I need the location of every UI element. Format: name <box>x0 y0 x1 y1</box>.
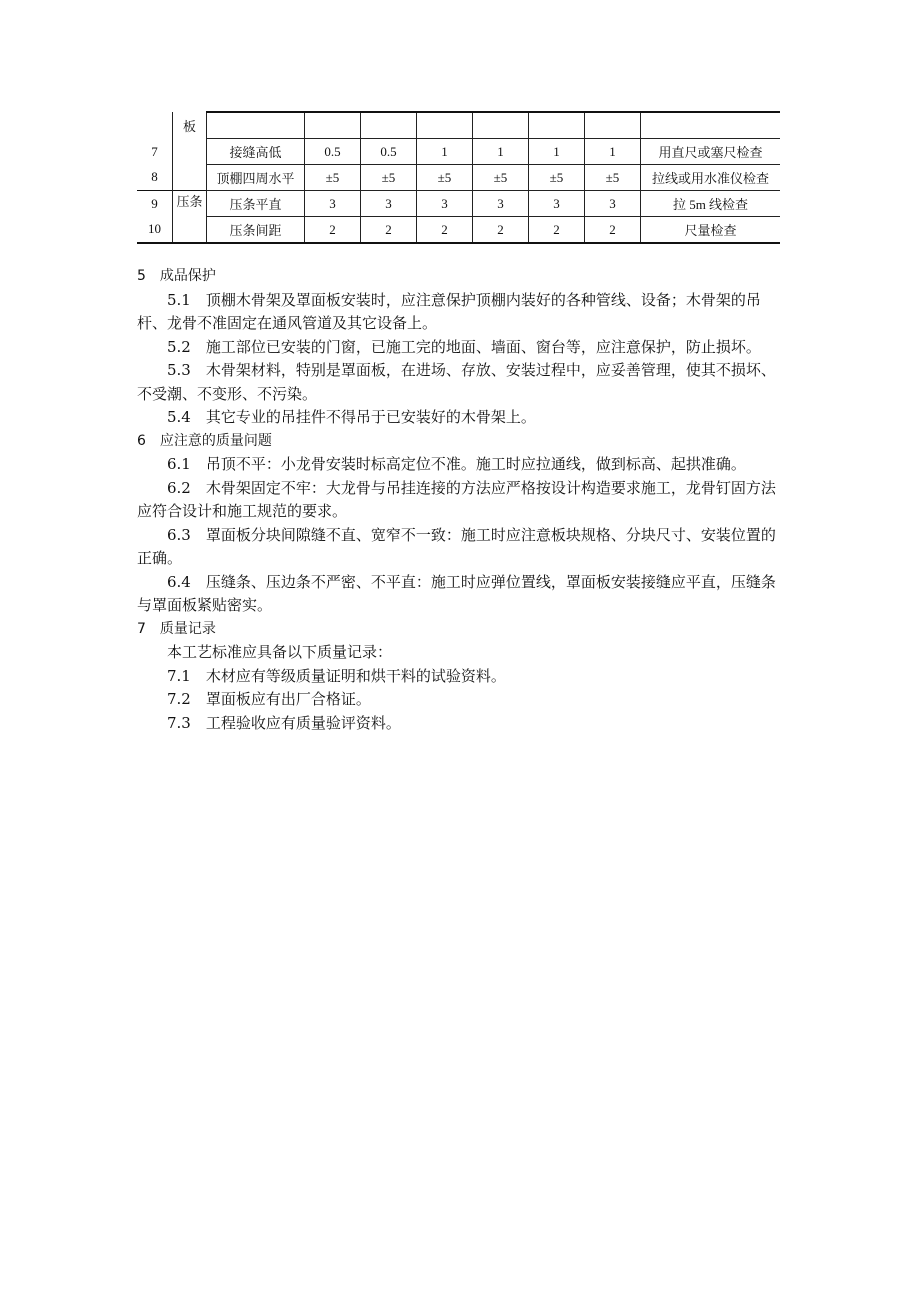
quality-tolerance-table <box>137 111 780 244</box>
paragraph-6-2: 6.2 木骨架固定不牢：大龙骨与吊挂连接的方法应严格按设计构造要求施工，龙骨钉固方法应符合设计和施工规范的要求。 <box>137 478 776 520</box>
tolerance-value-cell: 0.5 <box>305 139 361 165</box>
paragraph-7-1: 7.1 木材应有等级质量证明和烘干料的试验资料。 <box>167 666 506 685</box>
tolerance-value-cell: 3 <box>361 191 417 217</box>
paragraph-5-3: 5.3 木骨架材料，特别是罩面板，在进场、存放、安装过程中，应妥善管理，使其不损坏、不受潮、不变形、不污染。 <box>137 361 776 403</box>
row-number-cell: 8 <box>137 165 173 191</box>
tolerance-value-cell <box>529 112 585 139</box>
paragraph-5-2: 5.2 施工部位已安装的门窗，已施工完的地面、墙面、窗台等，应注意保护，防止损坏。 <box>167 337 761 356</box>
item-cell: 压条平直 <box>207 191 305 217</box>
category-cell <box>173 139 207 165</box>
paragraph-6-1: 6.1 吊顶不平：小龙骨安装时标高定位不准。施工时应拉通线，做到标高、起拱准确。 <box>167 455 746 473</box>
paragraph-7-3: 7.3 工程验收应有质量验评资料。 <box>167 713 401 732</box>
paragraph-5-4: 5.4 其它专业的吊挂件不得吊于已安装好的木骨架上。 <box>167 408 536 426</box>
row-number-cell <box>137 112 173 139</box>
tolerance-value-cell: ±5 <box>417 165 473 191</box>
category-cell: 板 <box>173 112 207 139</box>
paragraph-7-2: 7.2 罩面板应有出厂合格证。 <box>167 690 371 708</box>
inspection-method-cell <box>641 112 781 139</box>
category-cell: 压条 <box>173 191 207 217</box>
tolerance-value-cell: 2 <box>361 217 417 244</box>
tolerance-value-cell <box>361 112 417 139</box>
tolerance-value-cell: 3 <box>417 191 473 217</box>
tolerance-value-cell: ±5 <box>305 165 361 191</box>
tolerance-value-cell: 1 <box>417 139 473 165</box>
inspection-method-cell: 尺量检查 <box>641 217 781 244</box>
paragraph-7-intro: 本工艺标准应具备以下质量记录： <box>167 643 393 661</box>
tolerance-value-cell: ±5 <box>529 165 585 191</box>
category-cell <box>173 217 207 244</box>
tolerance-value-cell <box>417 112 473 139</box>
item-cell: 顶棚四周水平 <box>207 165 305 191</box>
paragraph-6-4: 6.4 压缝条、压边条不严密、不平直：施工时应弹位置线，罩面板安装接缝应平直，压缝条与罩面板紧贴密实。 <box>137 572 776 614</box>
category-cell <box>173 165 207 191</box>
tolerance-value-cell: 2 <box>473 217 529 244</box>
tolerance-value-cell: 1 <box>473 139 529 165</box>
inspection-method-cell: 拉 5m 线检查 <box>641 191 781 217</box>
item-cell <box>207 112 305 139</box>
inspection-method-cell: 拉线或用水准仪检查 <box>641 165 781 191</box>
tolerance-value-cell <box>305 112 361 139</box>
tolerance-value-cell: 3 <box>473 191 529 217</box>
row-number-cell: 9 <box>137 191 173 217</box>
section-7-title: 7 质量记录 <box>137 620 216 637</box>
tolerance-value-cell: 2 <box>585 217 641 244</box>
tolerance-value-cell: 2 <box>417 217 473 244</box>
tolerance-value-cell: 3 <box>585 191 641 217</box>
section-6-title: 6 应注意的质量问题 <box>137 432 272 449</box>
tolerance-value-cell: 0.5 <box>361 139 417 165</box>
table-row <box>137 191 780 217</box>
tolerance-value-cell: ±5 <box>361 165 417 191</box>
inspection-method-cell: 用直尺或塞尺检查 <box>641 139 781 165</box>
tolerance-value-cell <box>473 112 529 139</box>
item-cell: 接缝高低 <box>207 139 305 165</box>
paragraph-6-3: 6.3 罩面板分块间隙缝不直、宽窄不一致：施工时应注意板块规格、分块尺寸、安装位置的正确。 <box>137 525 776 567</box>
paragraph-5-1: 5.1 顶棚木骨架及罩面板安装时，应注意保护顶棚内装好的各种管线、设备；木骨架的吊杆、龙骨不准固定在通风管道及其它设备上。 <box>137 290 761 332</box>
tolerance-value-cell: ±5 <box>585 165 641 191</box>
tolerance-value-cell: 3 <box>305 191 361 217</box>
document-body <box>137 265 787 735</box>
table-row <box>137 165 780 191</box>
section-5-title: 5 成品保护 <box>137 268 216 284</box>
tolerance-value-cell: 2 <box>305 217 361 244</box>
row-number-cell: 7 <box>137 139 173 165</box>
table-row <box>137 139 780 165</box>
tolerance-value-cell <box>585 112 641 139</box>
row-number-cell: 10 <box>137 217 173 244</box>
item-cell: 压条间距 <box>207 217 305 244</box>
tolerance-value-cell: 2 <box>529 217 585 244</box>
table-row <box>137 112 780 139</box>
table-row <box>137 217 780 244</box>
tolerance-value-cell: 3 <box>529 191 585 217</box>
tolerance-value-cell: ±5 <box>473 165 529 191</box>
tolerance-value-cell: 1 <box>585 139 641 165</box>
tolerance-value-cell: 1 <box>529 139 585 165</box>
